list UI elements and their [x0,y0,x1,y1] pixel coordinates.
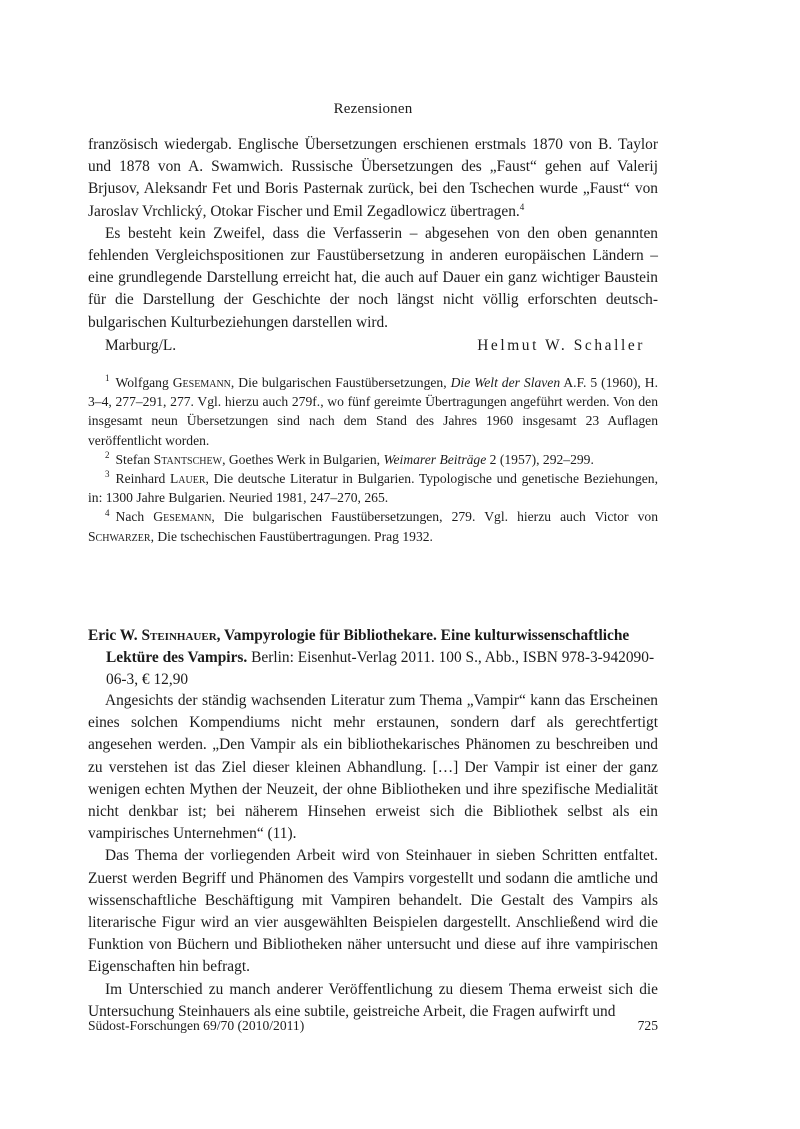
signature-line [105,337,645,355]
footnote-number: 3 [105,469,110,480]
footnote: $^3$ Reinhard Lauer, Die deutsche Literatur in Bulgarien. Typologische und genetische Beziehungen, in: 1300 Jahre Bulgarien. Neuried 1981, 247–270, 265. [88,469,658,506]
signature-reviewer: Helmut W. Schaller [477,337,645,354]
paragraph: Angesichts der ständig wachsenden Literatur zum Thema „Vampir“ kann das Erscheinen eines solchen Kompendiums nicht mehr erstaunen, sondern darf als gerechtfertigt angesehen werden. „Den Vampir als ein bibliothekarisches Phänomen zu beschreiben und zu verstehen ist das Ziel dieser kleinen Abhandlung. […] Der Vampir ist einer der ganz wenigen echten Mythen der Neuzeit, der ohne Bibliotheken und ihre spezifische Medialität nicht denkbar ist; bei näherem Hinsehen erweist sich die Bibliothek selbst als ein vampirisches Unternehmen“ (11). [88,692,658,843]
footnote-number: 2 [105,450,110,461]
page-number: 725 [637,1018,658,1033]
paragraph: Das Thema der vorliegenden Arbeit wird von Steinhauer in sieben Schritten entfaltet. Zuerst werden Begriff und Phänomen des Vampirs vorgestellt und sodann die amtliche und wissenschaftliche Beschäftigung mit Vampiren behandelt. Die Gestalt des Vampirs als literarische Figur wird an vier ausgewählten Beispielen dargestellt. Anschließend wird die Funktion von Büchern und Bibliotheken näher untersucht und diese auf ihre vampirischen Eigenschaften hin befragt. [88,847,658,976]
review-title: , Vampyrologie für Bibliothekare. Eine kulturwissenschaftliche Lektüre des Vampirs. [106,627,630,666]
review-pubinfo: Berlin: Eisenhut-Verlag 2011. 100 S., Abb., ISBN 978-3-942090-06-3, € 12,90 [106,649,655,688]
footnotes [88,373,658,546]
paragraph: Im Unterschied zu manch anderer Veröffentlichung zu diesem Thema erweist sich die Untersuchung Steinhauers als eine subtile, geistreiche Arbeit, die Fragen aufwirft und [88,980,658,1020]
footnote-number: 4 [105,507,110,518]
review-author: Eric W. Steinhauer [88,627,217,644]
footnote: $^4$ Nach Gesemann, Die bulgarischen Faustübersetzungen, 279. Vgl. hierzu auch Victor von Schwarzer, Die tschechischen Faustübertragungen. Prag 1932. [88,507,658,544]
footnote-ref: 4 [519,201,525,212]
footnote: $^1$ Wolfgang Gesemann, Die bulgarischen Faustübersetzungen, Die Welt der Slaven A.F. 5 (1960), H. 3–4, 277–291, 277. Vgl. hierzu auch 279f., wo fünf gereimte Übertragungen angeführt werden. Von den insgesamt neun Übersetzungen sind nach dem Stand des Jahres 1960 insgesamt 23 Auflagen veröffentlicht worden. [88,373,658,448]
signature-place: Marburg/L. [105,337,177,354]
paragraph: Es besteht kein Zweifel, dass die Verfasserin – abgesehen von den oben genannten fehlenden Vergleichspositionen zur Faustübersetzung in anderen europäischen Ländern – eine grundlegende Darstellung erreicht hat, die auch auf Dauer ein ganz wichtiger Baustein für die Darstellung der Geschichte der noch längst nicht völlig erforschten deutsch-bulgarischen Kulturbeziehungen darstellen wird. [88,224,658,331]
footnote-number: 1 [105,373,110,384]
page-footer [88,1018,658,1034]
review-heading [88,625,658,691]
previous-review-text [88,134,658,334]
running-head: Rezensionen [333,101,413,117]
paragraph: französisch wiedergab. Englische Übersetzungen erschienen erstmals 1870 von B. Taylor und 1878 von A. Swamwich. Russische Übersetzungen des „Faust“ gehen auf Valerij Brjusov, Aleksandr Fet und Boris Pasternak zurück, bei den Tschechen wurde „Faust“ von Jaroslav Vrchlický, Otokar Fischer und Emil Zegadlowicz übertragen.$^4$ [88,136,658,220]
journal-citation: Südost-Forschungen 69/70 (2010/2011) [88,1018,305,1033]
footnote: $^2$ Stefan Stantschew, Goethes Werk in Bulgarien, Weimarer Beiträge 2 (1957), 292–299. [105,450,594,467]
review-body [88,690,658,1023]
